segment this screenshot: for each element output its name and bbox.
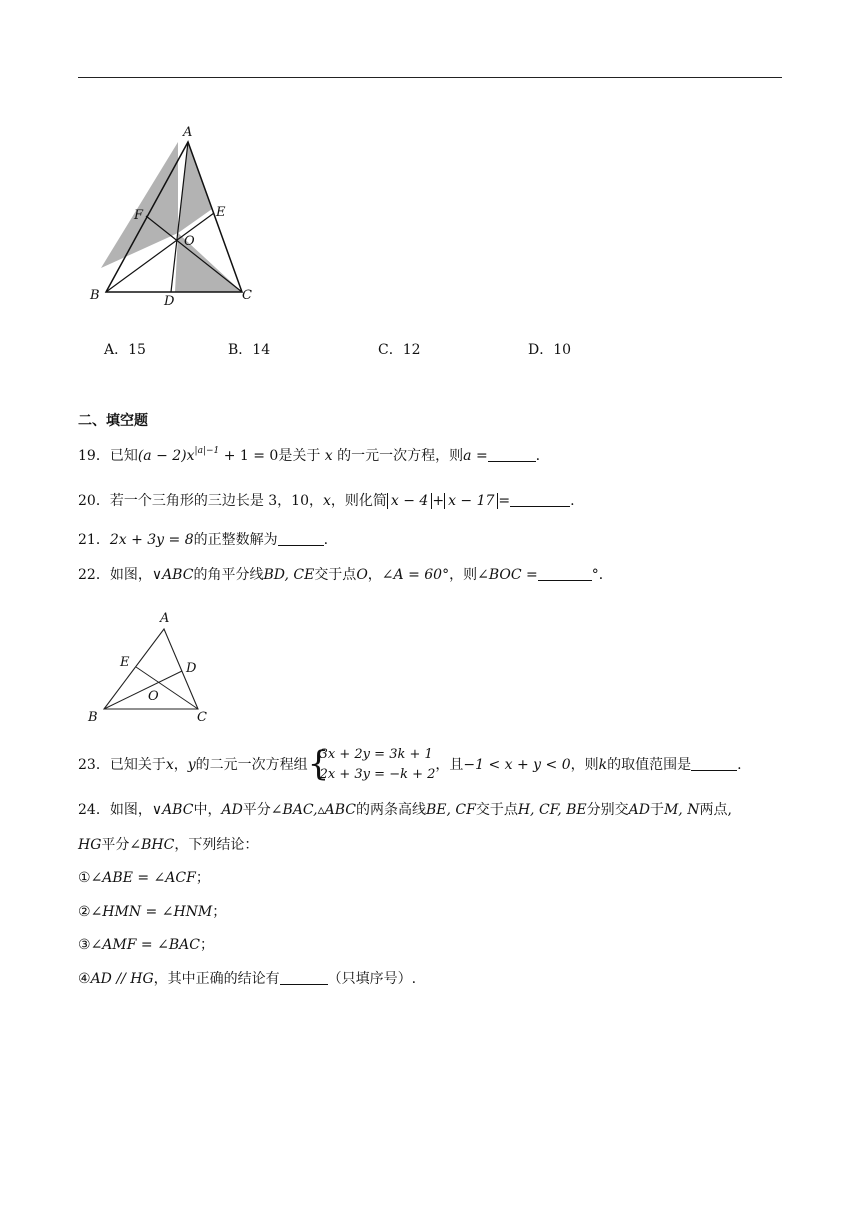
choice-d: D．10 bbox=[528, 342, 572, 358]
label-c: C bbox=[242, 288, 252, 303]
label-e: E bbox=[216, 205, 226, 220]
choice-c: C．12 bbox=[378, 342, 421, 358]
label-b-2: B bbox=[88, 710, 98, 725]
label-o-2: O bbox=[148, 689, 159, 704]
question-23: 23．已知关于x，y的二元一次方程组 { 3x + 2y = 3k + 1 2x + 3y = −k + 2 ，且−1 < x + y < 0，则k的取值范围是 . bbox=[78, 744, 742, 784]
label-d: D bbox=[164, 294, 175, 309]
question-24: 24．如图，∨ABC中，AD平分∠BAC,▵ABC的两条高线BE, CF交于点H, CF, BE分别交AD于M, N两点, bbox=[78, 802, 732, 818]
shaded-region-left bbox=[101, 142, 178, 268]
answer-blank-20[interactable] bbox=[510, 492, 570, 507]
label-a-2: A bbox=[160, 611, 170, 626]
answer-blank-22[interactable] bbox=[538, 566, 592, 581]
label-b: B bbox=[90, 288, 100, 303]
answer-blank-19[interactable] bbox=[488, 447, 536, 462]
answer-blank-21[interactable] bbox=[278, 531, 324, 546]
choice-b: B．14 bbox=[228, 342, 271, 358]
conclusion-4: ④AD // HG，其中正确的结论有 （只填序号）. bbox=[78, 971, 417, 987]
question-21: 21．2x + 3y = 8的正整数解为 . bbox=[78, 532, 329, 548]
answer-blank-23[interactable] bbox=[691, 756, 737, 771]
label-c-2: C bbox=[197, 710, 207, 725]
conclusion-1: ①∠ABE = ∠ACF； bbox=[78, 870, 210, 886]
question-20: 20．若一个三角形的三边长是 3，10，x，则化简 x − 4 + x − 17 = . bbox=[78, 493, 575, 509]
label-a: A bbox=[183, 125, 193, 140]
equation-system: { 3x + 2y = 3k + 1 2x + 3y = −k + 2 bbox=[307, 744, 436, 784]
section-title: 二、填空题 bbox=[78, 413, 148, 429]
triangle-figure-2 bbox=[84, 605, 224, 730]
question-22: 22．如图，∨ABC的角平分线BD, CE交于点O，∠A = 60°，则∠BOC = °． bbox=[78, 567, 613, 583]
question-19: 19．已知$(a - 2)x^{|a|-1} + 1 = 0$是关于 x 的一元一次方程，则a = . bbox=[78, 446, 541, 464]
question-24-line2: HG平分∠BHC，下列结论： bbox=[78, 837, 259, 853]
header-rule bbox=[78, 77, 782, 78]
choice-a: A．15 bbox=[104, 342, 146, 358]
label-o: O bbox=[184, 234, 195, 249]
answer-blank-24[interactable] bbox=[280, 970, 328, 985]
conclusion-3: ③∠AMF = ∠BAC； bbox=[78, 937, 214, 953]
label-f: F bbox=[134, 208, 144, 223]
triangle-figure-1 bbox=[88, 122, 268, 312]
conclusion-2: ②∠HMN = ∠HNM； bbox=[78, 904, 227, 920]
label-d-2: D bbox=[186, 661, 197, 676]
label-e-2: E bbox=[120, 655, 130, 670]
